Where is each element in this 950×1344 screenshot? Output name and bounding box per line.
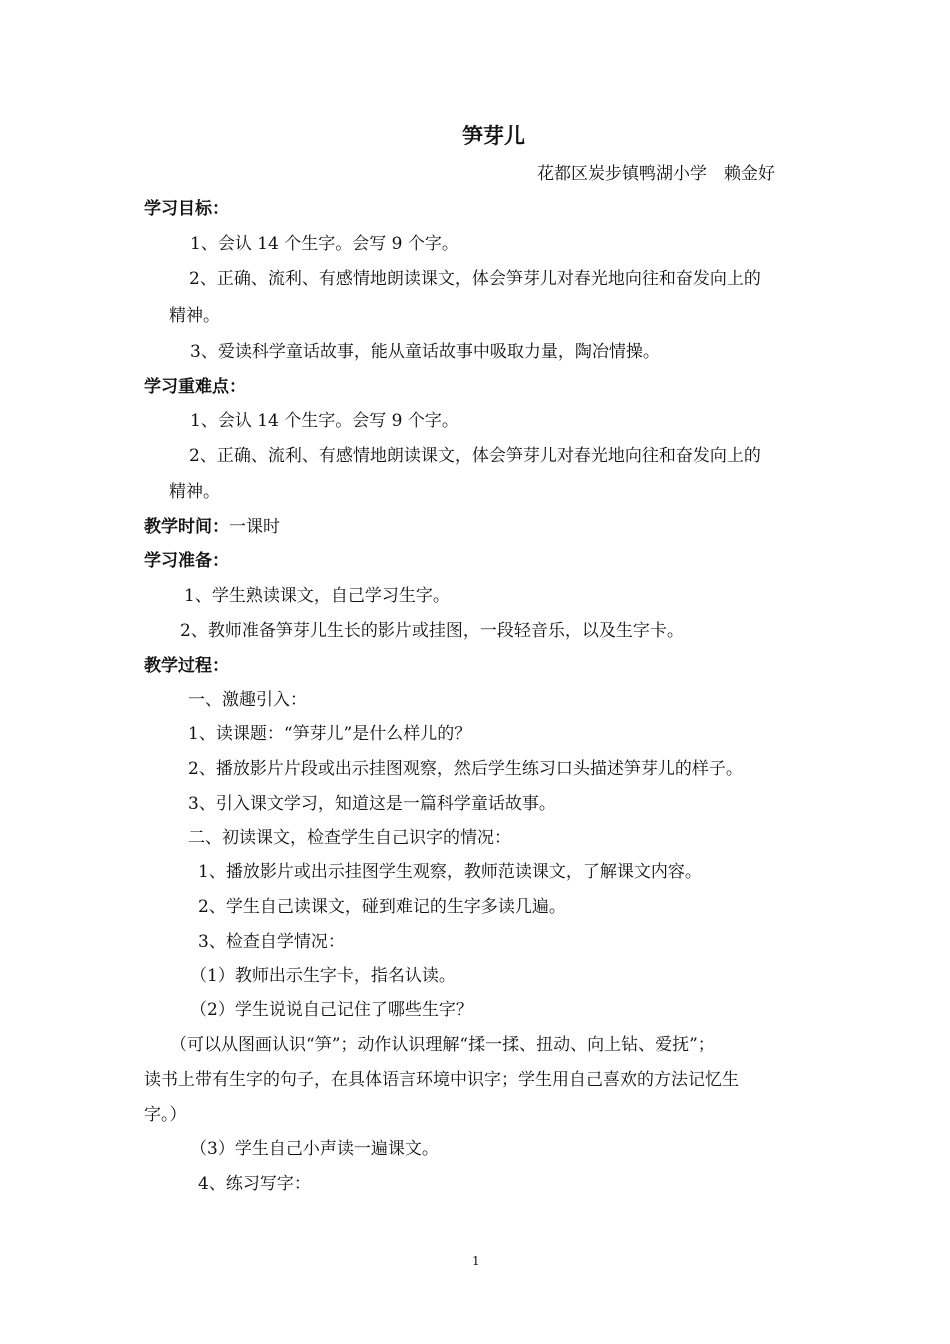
process-item: （可以从图画认识“笋”；动作认识理解“揉一揉、扭动、向上钻、爱抚”； (170, 1035, 715, 1055)
process-item: 二、初读课文，检查学生自己识字的情况： (188, 828, 511, 848)
document-title: 笋芽儿 (462, 124, 525, 148)
key-point-item-continuation: 精神。 (169, 482, 220, 502)
process-item: 一、激趣引入： (188, 690, 307, 710)
process-item-continuation: 字。） (144, 1105, 187, 1125)
page-number: 1 (472, 1254, 480, 1268)
process-item-continuation: 读书上带有生字的句子，在具体语言环境中识字；学生用自己喜欢的方法记忆生 (144, 1070, 739, 1090)
process-item: 3、引入课文学习，知道这是一篇科学童话故事。 (188, 794, 556, 814)
process-item: （1）教师出示生字卡，指名认读。 (190, 966, 456, 986)
goal-item: 3、爱读科学童话故事，能从童话故事中吸取力量，陶冶情操。 (190, 342, 660, 362)
key-point-item: 2、正确、流利、有感情地朗读课文，体会笋芽儿对春光地向往和奋发向上的 (189, 446, 761, 466)
section-heading-prep: 学习准备： (144, 551, 229, 571)
section-heading-process: 教学过程： (144, 656, 229, 676)
process-item: （2）学生说说自己记住了哪些生字？ (190, 1000, 473, 1020)
author-line: 花都区炭步镇鸭湖小学 赖金好 (537, 164, 775, 184)
process-item: 3、检查自学情况： (198, 932, 345, 952)
teaching-time-value: 一课时 (229, 517, 280, 537)
process-item: 2、播放影片片段或出示挂图观察，然后学生练习口头描述笋芽儿的样子。 (188, 759, 743, 779)
prep-item: 1、学生熟读课文，自己学习生字。 (184, 586, 450, 606)
process-item: （3）学生自己小声读一遍课文。 (190, 1139, 439, 1159)
section-heading-goals: 学习目标： (144, 199, 229, 219)
section-heading-time: 教学时间： (144, 517, 229, 537)
prep-item: 2、教师准备笋芽儿生长的影片或挂图，一段轻音乐，以及生字卡。 (180, 621, 684, 641)
section-heading-key-points: 学习重难点： (144, 377, 246, 397)
process-item: 1、播放影片或出示挂图学生观察，教师范读课文，了解课文内容。 (198, 862, 702, 882)
goal-item: 2、正确、流利、有感情地朗读课文，体会笋芽儿对春光地向往和奋发向上的 (189, 269, 761, 289)
teaching-time-line (144, 516, 280, 538)
goal-item-continuation: 精神。 (169, 306, 220, 326)
goal-item: 1、会认 14 个生字。会写 9 个字。 (190, 234, 459, 254)
process-item: 1、读课题：“笋芽儿”是什么样儿的？ (188, 724, 472, 744)
key-point-item: 1、会认 14 个生字。会写 9 个字。 (190, 411, 459, 431)
process-item: 2、学生自己读课文，碰到难记的生字多读几遍。 (198, 897, 566, 917)
process-item: 4、练习写字： (198, 1174, 311, 1194)
